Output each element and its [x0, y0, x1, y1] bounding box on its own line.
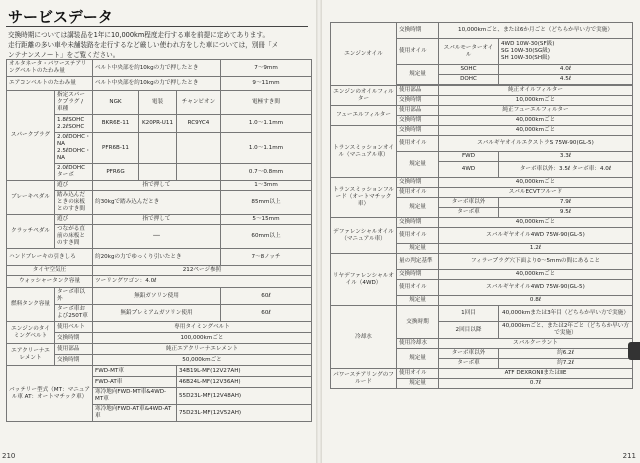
- table-cell: 純正オイルフィルター: [439, 86, 633, 96]
- table-cell: ATF DEXRONⅡまたはⅡE: [439, 369, 633, 379]
- row-value: 7〜9mm: [221, 60, 312, 77]
- table-cell: 交換時期: [397, 23, 439, 39]
- column-header: 指定スパークプラグ / 車種: [55, 91, 93, 115]
- table-cell: 10,000kmごと: [439, 96, 633, 106]
- table-row: [7, 91, 312, 115]
- table-cell: 約20kgの力でゆっくり引いたとき: [93, 249, 221, 266]
- table-row: [331, 23, 633, 39]
- table-cell: 7.9ℓ: [499, 198, 633, 208]
- coolant-label: 冷却水: [331, 306, 397, 369]
- table-cell: ターボ車以外: [55, 288, 93, 305]
- oil-grade: SG 10W-30(SG級): [501, 48, 551, 54]
- rear-differential-oil-label: リヤデファレンシャルオイル（4WD）: [331, 254, 397, 306]
- title-divider: [6, 26, 308, 27]
- table-cell: 指で押して: [93, 215, 221, 225]
- table-cell: フィラープラグ穴下面より0〜5mmの間にあること: [439, 254, 633, 270]
- table-cell: タイヤ空気圧: [7, 266, 93, 276]
- table-cell: ──: [93, 225, 221, 249]
- table-cell: 交換時期: [55, 355, 93, 366]
- table-cell: 規定量: [397, 65, 439, 85]
- table-cell: スバルECVTフルード: [439, 188, 633, 198]
- table-cell: PFR6B-11: [93, 133, 139, 164]
- table-cell: RC9YC4: [177, 115, 221, 133]
- intro-line: 走行距離の多い車や未舗装路を走行するなど厳しい使われ方をした車については，別冊「メ: [8, 41, 279, 49]
- table-cell: 40,000kmごと、または2年ごと（どちらか早い方で実施）: [499, 322, 633, 339]
- table-cell: 1.2ℓ: [439, 244, 633, 254]
- table-cell: 規定量: [397, 152, 439, 178]
- service-data-table-left: [6, 59, 312, 422]
- air-cleaner-label: エアクリーナエレメント: [7, 344, 55, 366]
- table-row: [7, 215, 312, 225]
- table-cell: 交換時期: [397, 116, 439, 126]
- table-cell: [139, 164, 177, 181]
- fuel-tank-label: 燃料タンク容量: [7, 288, 55, 322]
- table-cell: 交換時期: [397, 306, 439, 339]
- table-cell: ターボ車: [439, 208, 499, 218]
- table-cell: 1.0〜1.1mm: [221, 133, 312, 164]
- table-cell: スバルギヤオイル4WD 75W-90(GL-5): [439, 228, 633, 244]
- table-row: [7, 60, 312, 77]
- table-cell: 1〜3mm: [221, 181, 312, 191]
- table-cell: 34B19L-MF(12V27AH): [177, 366, 312, 377]
- table-cell: 40,000kmごと: [439, 126, 633, 136]
- column-header: 電装: [139, 91, 177, 115]
- table-cell: 交換時期: [397, 270, 439, 280]
- power-steering-fluid-label: パワーステアリングのフルード: [331, 369, 397, 389]
- table-cell: 60mm以上: [221, 225, 312, 249]
- table-row: [7, 266, 312, 276]
- table-cell: BKR6E-11: [93, 115, 139, 133]
- table-row: [331, 254, 633, 270]
- table-row: [7, 276, 312, 288]
- table-cell: ターボ車以外: [439, 198, 499, 208]
- table-cell: 1回目: [439, 306, 499, 322]
- table-cell: 2.0ℓDOHC・NA 2.5ℓDOHC・NA: [55, 133, 93, 164]
- brake-pedal-label: ブレーキペダル: [7, 181, 55, 215]
- table-cell: ターボ車: [439, 359, 499, 369]
- table-cell: 60ℓ: [221, 305, 312, 322]
- table-cell: 85mm以上: [221, 191, 312, 215]
- page-title: サービスデータ: [8, 8, 113, 26]
- table-cell: 専用タイミングベルト: [93, 322, 312, 333]
- table-cell: 規定量: [397, 244, 439, 254]
- oil-filter-label: エンジンのオイルフィルター: [331, 86, 397, 106]
- table-cell: 75D23L-MF(12V52AH): [177, 405, 312, 422]
- table-cell: 使用冷却水: [397, 339, 439, 349]
- table-cell: PFR6G: [93, 164, 139, 181]
- table-cell: [499, 39, 633, 65]
- service-data-table-right: [330, 22, 633, 389]
- table-cell: 40,000kmごと: [439, 218, 633, 228]
- manual-transmission-oil-label: トランスミッションオイル（マニュアル車）: [331, 126, 397, 178]
- right-page: [320, 0, 640, 463]
- table-cell: 使用ベルト: [55, 322, 93, 333]
- table-cell: 約30kgで踏み込んだとき: [93, 191, 221, 215]
- table-cell: ターボ車以外：3.5ℓ ターボ車：4.0ℓ: [499, 162, 633, 178]
- table-row: [7, 77, 312, 91]
- table-cell: 10,000kmごと、または6か月ごと（どちらか早い方で実施）: [439, 23, 633, 39]
- table-cell: つながる直前の床板とのすき間: [55, 225, 93, 249]
- table-cell: 3.3ℓ: [499, 152, 633, 162]
- table-cell: [177, 133, 221, 164]
- auto-transmission-fluid-label: トランスミッションフルード（オートマチック車）: [331, 178, 397, 218]
- table-cell: 交換時期: [55, 333, 93, 344]
- table-cell: FWD-AT車: [93, 377, 177, 388]
- oil-grade: SH 10W-30(SH級): [501, 55, 550, 61]
- table-row: [7, 344, 312, 355]
- intro-line: 交換時期については講装品を1年に10,000km程度走行する車を前提に定めてあります。: [8, 31, 270, 39]
- column-header: チャンピオン: [177, 91, 221, 115]
- table-cell: 使用部品: [397, 86, 439, 96]
- table-cell: 100,000kmごと: [93, 333, 312, 344]
- table-cell: 1.0〜1.1mm: [221, 115, 312, 133]
- table-cell: 使用オイル: [397, 369, 439, 379]
- column-header: 電極すき間: [221, 91, 312, 115]
- table-cell: 規定量: [397, 198, 439, 218]
- table-row: [7, 322, 312, 333]
- table-cell: スバルモーターオイル: [439, 39, 499, 65]
- page-number: 210: [2, 452, 16, 460]
- table-row: [7, 366, 312, 377]
- table-cell: 指で押して: [93, 181, 221, 191]
- table-cell: 9.5ℓ: [499, 208, 633, 218]
- table-cell: 踏み込んだときの床板とのすき間: [55, 191, 93, 215]
- spark-plug-label: スパークプラグ: [7, 91, 55, 181]
- table-row: [331, 178, 633, 188]
- table-cell: 50,000kmごと: [93, 355, 312, 366]
- column-header: NGK: [93, 91, 139, 115]
- table-cell: 使用オイル: [397, 228, 439, 244]
- battery-label: バッテリー型式（MT：マニュアル車 AT：オートマチック車）: [7, 366, 93, 422]
- row-condition: ベルト中央部を約10kgの力で押したとき: [93, 60, 221, 77]
- row-label: エアコンベルトのたわみ量: [7, 77, 93, 91]
- table-row: [331, 86, 633, 96]
- table-cell: 規定量: [397, 296, 439, 306]
- table-cell: ターボ車および250T車: [55, 305, 93, 322]
- table-cell: FWD: [439, 152, 499, 162]
- intro-text: [8, 30, 308, 60]
- table-cell: 46B24L-MF(12V36AH): [177, 377, 312, 388]
- table-cell: 純正フューエルフィルター: [439, 106, 633, 116]
- table-cell: ターボ車以外: [439, 349, 499, 359]
- table-cell: 40,000kmごと: [439, 178, 633, 188]
- table-cell: 交換時期: [397, 178, 439, 188]
- table-cell: 7〜8ノッチ: [221, 249, 312, 266]
- table-cell: 遊び: [55, 181, 93, 191]
- table-row: [331, 306, 633, 322]
- table-cell: 交換時期: [397, 126, 439, 136]
- table-cell: 遊び: [55, 215, 93, 225]
- table-cell: 無鉛プレミアムガソリン使用: [93, 305, 221, 322]
- table-row: [7, 181, 312, 191]
- row-value: 9〜11mm: [221, 77, 312, 91]
- table-cell: 使用オイル: [397, 136, 439, 152]
- table-cell: 40,000kmごと: [439, 116, 633, 126]
- table-cell: スバルギヤオイル4WD 75W-90(GL-5): [439, 280, 633, 296]
- table-cell: 212ページ参照: [93, 266, 312, 276]
- table-cell: 0.7ℓ: [439, 379, 633, 389]
- table-row: [7, 249, 312, 266]
- table-cell: SOHC: [439, 65, 499, 75]
- table-row: [331, 106, 633, 116]
- clutch-pedal-label: クラッチペダル: [7, 215, 55, 249]
- table-cell: 使用オイル: [397, 39, 439, 65]
- table-cell: 2.0ℓDOHCターボ: [55, 164, 93, 181]
- table-cell: 0.7〜0.8mm: [221, 164, 312, 181]
- table-cell: 量の判定基準: [397, 254, 439, 270]
- table-row: [331, 218, 633, 228]
- table-cell: 交換時期: [397, 218, 439, 228]
- chapter-tab: [628, 342, 640, 360]
- table-cell: 2回目以降: [439, 322, 499, 339]
- engine-oil-label: エンジンオイル: [331, 23, 397, 86]
- row-label: オルタネータ・パワーステアリングベルトのたわみ量: [7, 60, 93, 77]
- table-cell: [139, 133, 177, 164]
- table-cell: 5〜15mm: [221, 215, 312, 225]
- table-cell: K20PR-U11: [139, 115, 177, 133]
- differential-oil-label: デファレンシャルオイル（マニュアル車）: [331, 218, 397, 254]
- table-cell: [177, 164, 221, 181]
- table-cell: DOHC: [439, 75, 499, 85]
- table-cell: 純正エアクリーナエレメント: [93, 344, 312, 355]
- table-cell: 0.8ℓ: [439, 296, 633, 306]
- table-cell: 規定量: [397, 349, 439, 369]
- table-cell: 約6.2ℓ: [499, 349, 633, 359]
- table-row: [331, 369, 633, 379]
- table-cell: ハンドブレーキの引きしろ: [7, 249, 93, 266]
- table-cell: 40,000kmごと: [439, 270, 633, 280]
- table-cell: 寒冷地向FWD-MT車&4WD-MT車: [93, 388, 177, 405]
- left-page: [0, 0, 318, 463]
- table-cell: 4.5ℓ: [499, 75, 633, 85]
- table-cell: 約7.2ℓ: [499, 359, 633, 369]
- table-cell: スバルクーラント: [439, 339, 633, 349]
- table-row: [331, 126, 633, 136]
- table-cell: 寒冷地向FWD-AT車&4WD-AT車: [93, 405, 177, 422]
- table-cell: ツーリングワゴン：4.0ℓ: [93, 276, 312, 288]
- table-cell: 60ℓ: [221, 288, 312, 305]
- table-cell: スバルギヤオイルエクストラS 75W-90(GL-5): [439, 136, 633, 152]
- table-cell: 4.0ℓ: [499, 65, 633, 75]
- table-cell: ウォッシャータンク容量: [7, 276, 93, 288]
- table-cell: 4WD: [439, 162, 499, 178]
- oil-grade: 4WD 10W-30(SF級): [501, 41, 555, 47]
- table-cell: 使用部品: [397, 106, 439, 116]
- table-cell: 無鉛ガソリン使用: [93, 288, 221, 305]
- row-condition: ベルト中央部を約10kgの力で押したとき: [93, 77, 221, 91]
- table-cell: 交換時期: [397, 96, 439, 106]
- table-row: [7, 288, 312, 305]
- fuel-filter-label: フューエルフィルター: [331, 106, 397, 126]
- table-cell: 使用部品: [55, 344, 93, 355]
- table-cell: FWD-MT車: [93, 366, 177, 377]
- table-cell: 規定量: [397, 379, 439, 389]
- page-number: 211: [622, 452, 636, 460]
- intro-line: ンテナンスノート」をご覧ください。: [8, 51, 120, 59]
- table-cell: 55D23L-MF(12V48AH): [177, 388, 312, 405]
- table-cell: 1.8ℓSOHC 2.2ℓSOHC: [55, 115, 93, 133]
- table-cell: 使用オイル: [397, 280, 439, 296]
- timing-belt-label: エンジンのタイミングベルト: [7, 322, 55, 344]
- table-cell: 使用オイル: [397, 188, 439, 198]
- table-cell: 40,000kmまたは3年目（どちらか早い方で実施）: [499, 306, 633, 322]
